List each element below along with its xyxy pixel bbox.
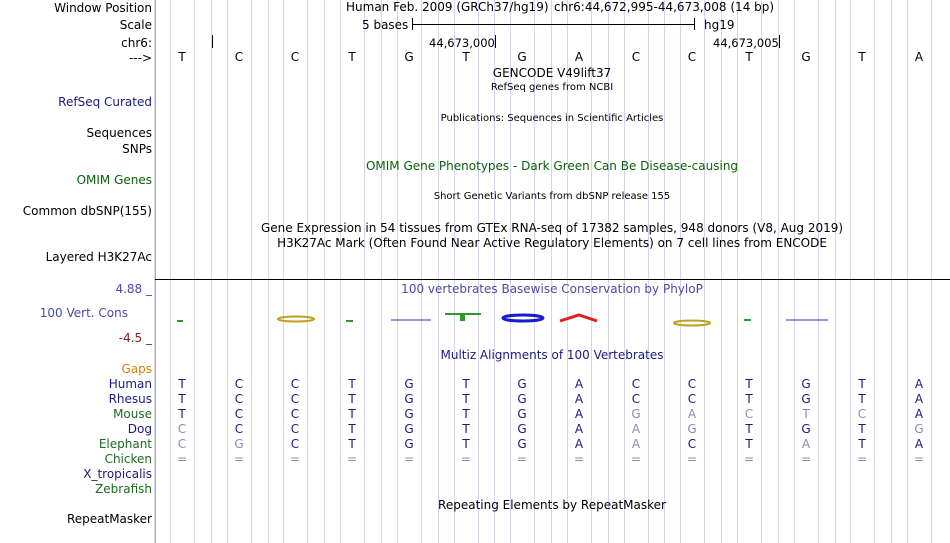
alignment-base: C — [290, 407, 300, 421]
guide-line — [324, 0, 325, 543]
alignment-base: A — [914, 437, 924, 451]
reference-base: T — [858, 50, 866, 64]
guide-line — [761, 0, 762, 543]
species-label-rhesus[interactable]: Rhesus — [108, 392, 152, 406]
alignment-base: C — [631, 392, 641, 406]
label-layered-h3k27ac[interactable]: Layered H3K27Ac — [45, 250, 152, 264]
species-label-mouse[interactable]: Mouse — [113, 407, 152, 421]
guide-line — [931, 0, 932, 543]
alignment-base: A — [687, 407, 697, 421]
alignment-base: C — [744, 407, 754, 421]
alignment-base: A — [574, 377, 584, 391]
alignment-base: T — [745, 422, 753, 436]
label-omim-genes[interactable]: OMIM Genes — [76, 173, 152, 187]
alignment-base: = — [630, 452, 642, 466]
assembly-title: Human Feb. 2009 (GRCh37/hg19) — [346, 0, 549, 14]
guide-line — [454, 0, 455, 543]
alignment-base: = — [403, 452, 415, 466]
alignment-base: = — [176, 452, 188, 466]
label-chromosome: chr6: — [121, 36, 152, 50]
alignment-base: G — [517, 392, 527, 406]
guide-line — [907, 0, 908, 543]
alignment-base: T — [462, 377, 470, 391]
alignment-base: = — [516, 452, 528, 466]
alignment-base: G — [801, 392, 811, 406]
alignment-base: T — [462, 437, 470, 451]
alignment-base: = — [233, 452, 245, 466]
guide-line — [364, 0, 365, 543]
species-label-elephant[interactable]: Elephant — [98, 437, 152, 451]
guide-line — [340, 0, 341, 543]
alignment-base: A — [574, 437, 584, 451]
alignment-base: G — [801, 422, 811, 436]
phylop-conservation-plot — [155, 300, 950, 340]
alignment-base: G — [517, 437, 527, 451]
label-gaps: Gaps — [121, 362, 152, 376]
alignment-base: A — [574, 392, 584, 406]
label-repeatmasker[interactable]: RepeatMasker — [66, 512, 152, 526]
alignment-base: = — [346, 452, 358, 466]
guide-line — [648, 0, 649, 543]
scale-bar-right-tick — [694, 18, 695, 30]
alignment-base: T — [178, 392, 186, 406]
publications-track-description: Publications: Sequences in Scientific Articles — [440, 113, 664, 124]
alignment-base: = — [800, 452, 812, 466]
alignment-base: C — [234, 407, 244, 421]
guide-line — [818, 0, 819, 543]
guide-line — [478, 0, 479, 543]
alignment-base: T — [348, 437, 356, 451]
alignment-base: = — [289, 452, 301, 466]
guide-line — [211, 0, 212, 543]
species-label-dog[interactable]: Dog — [127, 422, 152, 436]
alignment-base: A — [631, 422, 641, 436]
alignment-base: C — [290, 392, 300, 406]
guide-line — [891, 0, 892, 543]
alignment-base: G — [517, 377, 527, 391]
alignment-base: = — [913, 452, 925, 466]
species-label-x_tropicalis[interactable]: X_tropicalis — [83, 467, 152, 481]
reference-base: G — [517, 50, 527, 64]
ruler-coordinate-2: 44,673,005 — [713, 36, 779, 50]
guide-line — [850, 0, 851, 543]
repeatmasker-track-description: Repeating Elements by RepeatMasker — [438, 498, 666, 512]
phylop-letter-c-1 — [278, 317, 314, 322]
ruler-tick-3 — [779, 35, 780, 48]
alignment-base: T — [178, 407, 186, 421]
alignment-base: C — [234, 392, 244, 406]
alignment-base: G — [914, 422, 924, 436]
alignment-base: C — [687, 377, 697, 391]
alignment-base: T — [802, 407, 810, 421]
alignment-base: G — [404, 392, 414, 406]
alignment-base: T — [178, 377, 186, 391]
alignment-base: T — [348, 377, 356, 391]
alignment-base: C — [687, 437, 697, 451]
reference-base: T — [745, 50, 753, 64]
guide-line — [227, 0, 228, 543]
alignment-base: C — [687, 392, 697, 406]
label-window-position: Window Position — [54, 1, 152, 15]
alignment-base: T — [348, 422, 356, 436]
gencode-track-title[interactable]: GENCODE V49lift37 — [492, 66, 612, 80]
guide-line — [680, 0, 681, 543]
alignment-base: G — [687, 422, 697, 436]
label-scale: Scale — [119, 18, 152, 32]
reference-base: C — [290, 50, 300, 64]
guide-line — [624, 0, 625, 543]
scale-bar-left-tick — [412, 18, 413, 30]
database-label: hg19 — [704, 18, 735, 32]
alignment-base: A — [801, 437, 811, 451]
alignment-base: C — [177, 422, 187, 436]
alignment-base: A — [914, 377, 924, 391]
alignment-base: G — [404, 422, 414, 436]
label-snps[interactable]: SNPs — [122, 142, 152, 156]
alignment-base: T — [858, 392, 866, 406]
guide-line — [268, 0, 269, 543]
alignment-base: G — [404, 377, 414, 391]
alignment-base: C — [857, 407, 867, 421]
label-conservation-max: 4.88 _ — [115, 282, 152, 296]
reference-base: G — [801, 50, 811, 64]
ruler-coordinate-1: 44,673,000 — [429, 36, 495, 50]
short-variants-description: Short Genetic Variants from dbSNP release 155 — [433, 191, 671, 202]
guide-line — [251, 0, 252, 543]
window-position-readout: chr6:44,672,995-44,673,008 (14 bp) — [554, 0, 775, 14]
species-label-zebrafish[interactable]: Zebrafish — [95, 482, 152, 496]
alignment-base: T — [858, 422, 866, 436]
label-conservation-min: -4.5 _ — [118, 331, 152, 345]
alignment-base: G — [404, 437, 414, 451]
gtex-track-description: Gene Expression in 54 tissues from GTEx RNA-seq of 17382 samples, 948 donors (V8, Aug 2019) — [260, 221, 844, 235]
guide-line — [704, 0, 705, 543]
guide-line — [421, 0, 422, 543]
phylop-letter-a — [560, 315, 597, 321]
scale-bar — [412, 24, 695, 25]
phylop-letter-g — [503, 315, 543, 321]
alignment-base: T — [348, 407, 356, 421]
reference-base: G — [404, 50, 414, 64]
alignment-base: A — [574, 422, 584, 436]
guide-line — [721, 0, 722, 543]
reference-base: A — [914, 50, 924, 64]
alignment-base: C — [290, 422, 300, 436]
ruler-tick-1 — [212, 35, 213, 48]
reference-base: C — [631, 50, 641, 64]
alignment-base: T — [348, 392, 356, 406]
alignment-base: G — [631, 407, 641, 421]
guide-line — [835, 0, 836, 543]
label-strand-arrow[interactable]: ---> — [128, 51, 152, 65]
alignment-base: = — [460, 452, 472, 466]
alignment-base: T — [745, 377, 753, 391]
alignment-base: C — [290, 437, 300, 451]
track-group-divider — [155, 279, 950, 280]
reference-base: A — [574, 50, 584, 64]
alignment-base: = — [743, 452, 755, 466]
alignment-base: G — [517, 422, 527, 436]
alignment-base: C — [631, 377, 641, 391]
alignment-base: A — [631, 437, 641, 451]
phylop-letter-c-2 — [674, 321, 710, 326]
guide-line — [194, 0, 195, 543]
phylop-track-description: 100 vertebrates Basewise Conservation by PhyloP — [401, 282, 703, 296]
label-vert-cons[interactable]: 100 Vert. Cons — [39, 306, 128, 320]
alignment-base: T — [462, 422, 470, 436]
alignment-base: T — [858, 437, 866, 451]
label-sequences[interactable]: Sequences — [86, 126, 152, 140]
guide-line — [397, 0, 398, 543]
guide-line — [170, 0, 171, 543]
alignment-base: C — [234, 422, 244, 436]
alignment-base: G — [801, 377, 811, 391]
h3k27ac-track-description: H3K27Ac Mark (Often Found Near Active Regulatory Elements) on 7 cell lines from ENCODE — [277, 236, 827, 250]
alignment-base: G — [234, 437, 244, 451]
alignment-base: G — [517, 407, 527, 421]
reference-base: C — [687, 50, 697, 64]
omim-phenotypes-description: OMIM Gene Phenotypes - Dark Green Can Be Disease-causing — [365, 159, 739, 173]
reference-base: T — [178, 50, 186, 64]
reference-base: T — [462, 50, 470, 64]
guide-line — [778, 0, 779, 543]
label-common-dbsnp[interactable]: Common dbSNP(155) — [22, 204, 152, 218]
guide-line — [794, 0, 795, 543]
label-separator-line — [155, 0, 156, 543]
guide-line — [664, 0, 665, 543]
alignment-base: C — [290, 377, 300, 391]
guide-line — [874, 0, 875, 543]
alignment-base: T — [462, 392, 470, 406]
reference-base: T — [348, 50, 356, 64]
alignment-base: T — [858, 377, 866, 391]
alignment-base: A — [574, 407, 584, 421]
alignment-base: C — [177, 437, 187, 451]
alignment-base: G — [404, 407, 414, 421]
alignment-base: T — [745, 392, 753, 406]
refseq-track-description: RefSeq genes from NCBI — [490, 82, 614, 93]
label-refseq-curated[interactable]: RefSeq Curated — [58, 95, 152, 109]
guide-line — [438, 0, 439, 543]
alignment-base: = — [686, 452, 698, 466]
phylop-letter-t-stem — [460, 313, 465, 321]
alignment-base: T — [745, 437, 753, 451]
scale-bar-label: 5 bases — [362, 18, 409, 32]
guide-line — [737, 0, 738, 543]
species-label-human[interactable]: Human — [108, 377, 152, 391]
guide-line — [283, 0, 284, 543]
alignment-base: C — [234, 377, 244, 391]
alignment-base: T — [462, 407, 470, 421]
guide-line — [381, 0, 382, 543]
reference-base: C — [234, 50, 244, 64]
species-label-chicken[interactable]: Chicken — [104, 452, 152, 466]
alignment-base: A — [914, 392, 924, 406]
guide-line — [307, 0, 308, 543]
alignment-base: = — [856, 452, 868, 466]
ruler-tick-2 — [495, 35, 496, 48]
multiz-track-description: Multiz Alignments of 100 Vertebrates — [440, 348, 664, 362]
alignment-base: = — [573, 452, 585, 466]
alignment-base: A — [914, 407, 924, 421]
